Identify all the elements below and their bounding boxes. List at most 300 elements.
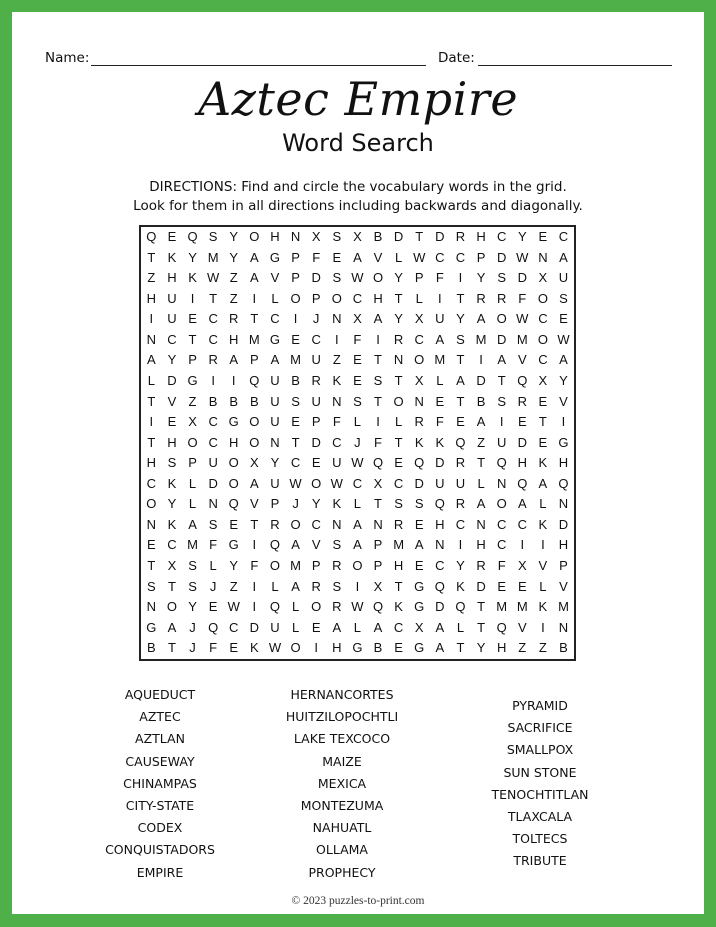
grid-letter[interactable]: T xyxy=(394,578,403,594)
grid-letter[interactable]: M xyxy=(187,537,198,553)
name-field-line[interactable] xyxy=(91,65,426,66)
grid-letter[interactable]: T xyxy=(456,640,465,656)
grid-letter[interactable]: J xyxy=(189,640,196,656)
grid-letter[interactable]: C xyxy=(332,434,342,450)
grid-letter[interactable]: T xyxy=(415,229,424,244)
grid-letter[interactable]: N xyxy=(558,619,569,635)
grid-letter[interactable]: Z xyxy=(229,290,238,306)
grid-letter[interactable]: F xyxy=(518,290,527,306)
grid-letter[interactable]: P xyxy=(291,270,300,286)
grid-letter[interactable]: E xyxy=(353,372,362,388)
grid-letter[interactable]: C xyxy=(393,619,404,635)
grid-letter[interactable]: G xyxy=(269,331,281,347)
grid-letter[interactable]: Q xyxy=(496,619,507,635)
grid-letter[interactable]: C xyxy=(208,434,218,450)
grid-letter[interactable]: A xyxy=(353,249,362,265)
grid-letter[interactable]: O xyxy=(414,352,425,368)
grid-letter[interactable]: H xyxy=(373,290,383,306)
grid-letter[interactable]: I xyxy=(541,619,545,635)
grid-letter[interactable]: A xyxy=(517,496,527,512)
grid-letter[interactable]: T xyxy=(538,414,547,430)
grid-letter[interactable]: K xyxy=(538,599,548,615)
grid-letter[interactable]: U xyxy=(435,311,445,327)
grid-letter[interactable]: S xyxy=(414,496,424,512)
grid-letter[interactable]: R xyxy=(393,516,404,532)
grid-letter[interactable]: O xyxy=(146,496,157,512)
grid-letter[interactable]: C xyxy=(435,249,445,265)
grid-letter[interactable]: H xyxy=(558,455,569,471)
grid-letter[interactable]: U xyxy=(208,455,218,471)
grid-letter[interactable]: Q xyxy=(414,455,425,471)
grid-letter[interactable]: P xyxy=(373,558,383,573)
grid-letter[interactable]: H xyxy=(229,331,239,347)
grid-letter[interactable]: D xyxy=(435,599,445,615)
grid-letter[interactable]: K xyxy=(167,475,177,491)
grid-letter[interactable]: N xyxy=(270,434,280,450)
grid-letter[interactable]: D xyxy=(496,249,507,265)
grid-letter[interactable]: R xyxy=(517,393,527,409)
grid-letter[interactable]: A xyxy=(476,414,486,430)
grid-letter[interactable]: I xyxy=(149,414,154,430)
grid-letter[interactable]: I xyxy=(520,537,525,553)
grid-letter[interactable]: C xyxy=(393,475,404,491)
grid-letter[interactable]: T xyxy=(477,619,486,635)
grid-letter[interactable]: C xyxy=(229,619,239,635)
grid-letter[interactable]: T xyxy=(167,578,176,594)
grid-letter[interactable]: A xyxy=(435,331,445,347)
grid-letter[interactable]: N xyxy=(373,516,383,532)
grid-letter[interactable]: L xyxy=(395,249,403,265)
grid-letter[interactable]: S xyxy=(188,558,197,573)
grid-letter[interactable]: I xyxy=(252,537,257,553)
grid-letter[interactable]: S xyxy=(332,229,342,244)
grid-letter[interactable]: V xyxy=(373,249,383,265)
grid-letter[interactable]: E xyxy=(311,455,321,471)
grid-letter[interactable]: S xyxy=(208,229,218,244)
grid-letter[interactable]: K xyxy=(394,599,403,615)
grid-letter[interactable]: B xyxy=(146,640,156,656)
grid-letter[interactable]: B xyxy=(229,393,239,409)
grid-letter[interactable]: P xyxy=(291,249,300,265)
grid-letter[interactable]: I xyxy=(149,311,154,327)
grid-letter[interactable]: L xyxy=(188,475,197,491)
grid-letter[interactable]: C xyxy=(455,249,466,265)
grid-letter[interactable]: C xyxy=(496,229,507,244)
grid-letter[interactable]: A xyxy=(435,640,445,656)
grid-letter[interactable]: X xyxy=(353,311,362,327)
grid-letter[interactable]: J xyxy=(354,434,361,450)
grid-letter[interactable]: H xyxy=(517,455,527,471)
grid-letter[interactable]: I xyxy=(293,311,298,327)
grid-letter[interactable]: L xyxy=(353,414,362,430)
grid-letter[interactable]: O xyxy=(166,599,177,615)
grid-letter[interactable]: A xyxy=(373,619,383,635)
grid-letter[interactable]: A xyxy=(353,537,362,553)
grid-letter[interactable]: N xyxy=(146,331,156,347)
grid-letter[interactable]: E xyxy=(146,537,156,553)
grid-letter[interactable]: T xyxy=(291,434,300,450)
grid-letter[interactable]: P xyxy=(188,352,197,368)
grid-letter[interactable]: Y xyxy=(394,311,403,327)
grid-letter[interactable]: K xyxy=(332,496,342,512)
grid-letter[interactable]: I xyxy=(355,578,360,594)
grid-letter[interactable]: D xyxy=(517,270,527,286)
grid-letter[interactable]: H xyxy=(476,537,486,553)
grid-letter[interactable]: L xyxy=(291,619,300,635)
grid-letter[interactable]: D xyxy=(311,434,321,450)
grid-letter[interactable]: S xyxy=(497,270,506,286)
grid-letter[interactable]: P xyxy=(373,537,383,553)
grid-letter[interactable]: B xyxy=(291,372,300,388)
grid-letter[interactable]: L xyxy=(477,475,485,491)
grid-letter[interactable]: Q xyxy=(269,537,281,553)
grid-letter[interactable]: Y xyxy=(229,229,239,244)
grid-letter[interactable]: N xyxy=(332,311,342,327)
grid-letter[interactable]: L xyxy=(271,290,279,306)
grid-letter[interactable]: T xyxy=(188,331,197,347)
grid-letter[interactable]: W xyxy=(289,475,302,491)
grid-letter[interactable]: U xyxy=(270,414,280,430)
grid-letter[interactable]: O xyxy=(290,290,301,306)
grid-letter[interactable]: K xyxy=(538,516,548,532)
grid-letter[interactable]: E xyxy=(538,434,548,450)
grid-letter[interactable]: L xyxy=(271,578,279,594)
grid-letter[interactable]: C xyxy=(435,558,445,573)
grid-letter[interactable]: E xyxy=(291,331,300,347)
grid-letter[interactable]: S xyxy=(188,578,197,594)
grid-letter[interactable]: H xyxy=(167,434,177,450)
grid-letter[interactable]: A xyxy=(559,249,568,265)
grid-letter[interactable]: H xyxy=(229,434,239,450)
grid-letter[interactable]: W xyxy=(351,455,364,471)
grid-letter[interactable]: E xyxy=(394,455,403,471)
grid-letter[interactable]: E xyxy=(394,640,403,656)
grid-letter[interactable]: P xyxy=(311,558,321,573)
grid-letter[interactable]: C xyxy=(558,229,569,244)
grid-letter[interactable]: M xyxy=(290,352,301,368)
grid-letter[interactable]: A xyxy=(456,372,465,388)
grid-letter[interactable]: Y xyxy=(559,372,568,388)
grid-letter[interactable]: Z xyxy=(147,270,156,286)
grid-letter[interactable]: Q xyxy=(249,372,260,388)
grid-letter[interactable]: C xyxy=(538,352,548,368)
grid-letter[interactable]: N xyxy=(496,475,507,491)
grid-letter[interactable]: G xyxy=(414,599,425,615)
grid-letter[interactable]: X xyxy=(250,455,259,471)
grid-letter[interactable]: C xyxy=(311,331,321,347)
grid-letter[interactable]: L xyxy=(209,558,217,573)
grid-letter[interactable]: I xyxy=(458,537,463,553)
grid-letter[interactable]: E xyxy=(311,619,321,635)
grid-letter[interactable]: K xyxy=(414,434,424,450)
grid-letter[interactable]: C xyxy=(496,537,507,553)
grid-letter[interactable]: U xyxy=(270,619,280,635)
grid-letter[interactable]: V xyxy=(559,393,568,409)
grid-letter[interactable]: K xyxy=(332,372,342,388)
grid-letter[interactable]: E xyxy=(188,311,197,327)
grid-letter[interactable]: C xyxy=(208,331,218,347)
grid-letter[interactable]: Q xyxy=(372,599,384,615)
grid-letter[interactable]: I xyxy=(314,640,318,656)
grid-letter[interactable]: F xyxy=(497,558,506,573)
grid-letter[interactable]: S xyxy=(456,331,465,347)
grid-letter[interactable]: H xyxy=(146,455,156,471)
grid-letter[interactable]: F xyxy=(312,249,321,265)
grid-letter[interactable]: I xyxy=(211,372,215,388)
grid-letter[interactable]: S xyxy=(332,578,342,594)
grid-letter[interactable]: R xyxy=(311,372,321,388)
grid-letter[interactable]: Q xyxy=(496,455,507,471)
grid-letter[interactable]: I xyxy=(252,578,257,594)
grid-letter[interactable]: Y xyxy=(167,496,177,512)
grid-letter[interactable]: E xyxy=(538,229,548,244)
grid-letter[interactable]: Y xyxy=(394,270,403,286)
grid-letter[interactable]: O xyxy=(352,558,363,573)
grid-letter[interactable]: A xyxy=(332,619,342,635)
grid-letter[interactable]: N xyxy=(476,516,486,532)
grid-letter[interactable]: N xyxy=(414,393,424,409)
grid-letter[interactable]: K xyxy=(167,249,177,265)
grid-letter[interactable]: P xyxy=(414,270,424,286)
grid-letter[interactable]: O xyxy=(228,475,239,491)
grid-letter[interactable]: C xyxy=(208,414,218,430)
grid-letter[interactable]: C xyxy=(352,475,363,491)
grid-letter[interactable]: D xyxy=(496,331,507,347)
grid-letter[interactable]: X xyxy=(373,578,383,594)
grid-letter[interactable]: X xyxy=(167,558,177,573)
grid-letter[interactable]: O xyxy=(228,455,239,471)
grid-letter[interactable]: A xyxy=(270,352,280,368)
grid-letter[interactable]: T xyxy=(250,516,259,532)
grid-letter[interactable]: E xyxy=(435,393,445,409)
grid-letter[interactable]: V xyxy=(250,496,259,512)
grid-letter[interactable]: C xyxy=(311,516,321,532)
grid-letter[interactable]: W xyxy=(227,599,240,615)
grid-letter[interactable]: U xyxy=(270,372,280,388)
grid-letter[interactable]: F xyxy=(374,434,382,450)
grid-letter[interactable]: A xyxy=(538,475,548,491)
grid-letter[interactable]: E xyxy=(208,599,218,615)
grid-letter[interactable]: Z xyxy=(477,434,486,450)
grid-letter[interactable]: D xyxy=(167,372,177,388)
grid-letter[interactable]: X xyxy=(414,311,424,327)
grid-letter[interactable]: Q xyxy=(517,372,528,388)
grid-letter[interactable]: E xyxy=(167,414,177,430)
grid-letter[interactable]: J xyxy=(292,496,299,512)
grid-letter[interactable]: T xyxy=(167,640,176,656)
grid-letter[interactable]: V xyxy=(167,393,177,409)
grid-letter[interactable]: T xyxy=(147,393,156,409)
grid-letter[interactable]: P xyxy=(311,290,321,306)
grid-letter[interactable]: D xyxy=(476,372,486,388)
grid-letter[interactable]: X xyxy=(353,229,362,244)
grid-letter[interactable]: Y xyxy=(188,249,197,265)
grid-letter[interactable]: G xyxy=(228,414,239,430)
grid-letter[interactable]: E xyxy=(456,414,465,430)
grid-letter[interactable]: D xyxy=(311,270,321,286)
grid-letter[interactable]: S xyxy=(208,516,218,532)
grid-letter[interactable]: B xyxy=(559,640,568,656)
grid-letter[interactable]: N xyxy=(393,352,404,368)
grid-letter[interactable]: C xyxy=(146,475,156,491)
grid-letter[interactable]: D xyxy=(558,516,569,532)
grid-letter[interactable]: U xyxy=(496,434,507,450)
grid-letter[interactable]: R xyxy=(229,311,239,327)
grid-letter[interactable]: D xyxy=(435,229,445,244)
grid-letter[interactable]: G xyxy=(187,372,198,388)
grid-letter[interactable]: Q xyxy=(269,599,281,615)
grid-letter[interactable]: L xyxy=(353,496,362,512)
grid-letter[interactable]: E xyxy=(167,229,177,244)
grid-letter[interactable]: D xyxy=(208,475,218,491)
grid-letter[interactable]: G xyxy=(558,434,569,450)
grid-letter[interactable]: W xyxy=(268,640,282,656)
grid-letter[interactable]: N xyxy=(146,599,156,615)
grid-letter[interactable]: A xyxy=(250,475,259,491)
grid-letter[interactable]: C xyxy=(414,331,424,347)
grid-letter[interactable]: Z xyxy=(518,640,527,656)
grid-letter[interactable]: P xyxy=(559,558,568,573)
grid-letter[interactable]: W xyxy=(557,331,570,347)
grid-letter[interactable]: V xyxy=(517,352,527,368)
grid-letter[interactable]: U xyxy=(270,475,280,491)
grid-letter[interactable]: L xyxy=(147,372,155,388)
grid-letter[interactable]: S xyxy=(353,393,362,409)
grid-letter[interactable]: S xyxy=(291,393,300,409)
grid-letter[interactable]: R xyxy=(332,558,342,573)
grid-letter[interactable]: A xyxy=(291,578,300,594)
grid-letter[interactable]: R xyxy=(414,414,424,430)
grid-letter[interactable]: Y xyxy=(270,455,280,471)
grid-letter[interactable]: C xyxy=(496,516,507,532)
grid-letter[interactable]: U xyxy=(311,393,321,409)
grid-letter[interactable]: M xyxy=(516,599,528,615)
grid-letter[interactable]: E xyxy=(229,516,239,532)
grid-letter[interactable]: V xyxy=(270,270,280,286)
grid-letter[interactable]: Y xyxy=(229,558,239,573)
grid-letter[interactable]: E xyxy=(229,640,239,656)
grid-letter[interactable]: V xyxy=(559,578,568,594)
grid-letter[interactable]: V xyxy=(517,619,527,635)
grid-letter[interactable]: N xyxy=(146,516,156,532)
grid-letter[interactable]: A xyxy=(188,516,197,532)
grid-letter[interactable]: D xyxy=(517,434,527,450)
grid-letter[interactable]: H xyxy=(146,290,156,306)
grid-letter[interactable]: R xyxy=(455,229,466,244)
grid-letter[interactable]: B xyxy=(373,229,383,244)
grid-letter[interactable]: C xyxy=(167,331,177,347)
grid-letter[interactable]: T xyxy=(147,434,156,450)
grid-letter[interactable]: S xyxy=(394,496,403,512)
grid-letter[interactable]: Y xyxy=(456,311,465,327)
grid-letter[interactable]: W xyxy=(516,311,529,327)
grid-letter[interactable]: I xyxy=(376,414,380,430)
grid-letter[interactable]: C xyxy=(455,516,466,532)
grid-letter[interactable]: O xyxy=(537,331,548,347)
grid-letter[interactable]: M xyxy=(475,331,487,347)
grid-letter[interactable]: W xyxy=(351,599,364,615)
grid-letter[interactable]: M xyxy=(516,331,528,347)
grid-letter[interactable]: H xyxy=(270,229,280,244)
grid-letter[interactable]: H xyxy=(558,537,569,553)
grid-letter[interactable]: T xyxy=(394,434,403,450)
grid-letter[interactable]: E xyxy=(332,249,342,265)
grid-letter[interactable]: E xyxy=(517,578,527,594)
grid-letter[interactable]: X xyxy=(538,372,548,388)
grid-letter[interactable]: J xyxy=(189,619,196,635)
grid-letter[interactable]: O xyxy=(249,434,260,450)
grid-letter[interactable]: K xyxy=(435,434,445,450)
grid-letter[interactable]: S xyxy=(167,455,177,471)
grid-letter[interactable]: T xyxy=(497,372,506,388)
grid-letter[interactable]: L xyxy=(291,599,300,615)
grid-letter[interactable]: N xyxy=(538,249,548,265)
grid-letter[interactable]: M xyxy=(434,352,446,368)
grid-letter[interactable]: O xyxy=(331,290,342,306)
grid-letter[interactable]: R xyxy=(311,578,321,594)
grid-letter[interactable]: O xyxy=(372,270,384,286)
grid-letter[interactable]: U xyxy=(311,352,321,368)
grid-letter[interactable]: O xyxy=(290,516,301,532)
grid-letter[interactable]: B xyxy=(250,393,259,409)
grid-letter[interactable]: C xyxy=(270,311,280,327)
grid-letter[interactable]: Y xyxy=(476,640,486,656)
grid-letter[interactable]: D xyxy=(435,455,445,471)
grid-letter[interactable]: X xyxy=(188,414,197,430)
grid-letter[interactable]: Y xyxy=(229,249,239,265)
grid-letter[interactable]: C xyxy=(167,537,177,553)
grid-letter[interactable]: M xyxy=(496,599,508,615)
grid-letter[interactable]: T xyxy=(147,558,156,573)
grid-letter[interactable]: C xyxy=(538,311,548,327)
grid-letter[interactable]: A xyxy=(353,516,362,532)
grid-letter[interactable]: G xyxy=(269,249,281,265)
grid-letter[interactable]: G xyxy=(228,537,239,553)
grid-letter[interactable]: R xyxy=(332,599,342,615)
grid-letter[interactable]: T xyxy=(456,290,465,306)
grid-letter[interactable]: C xyxy=(208,311,218,327)
grid-letter[interactable]: O xyxy=(496,496,507,512)
grid-letter[interactable]: N xyxy=(558,496,569,512)
grid-letter[interactable]: M xyxy=(207,249,219,265)
grid-letter[interactable]: I xyxy=(561,414,566,430)
grid-letter[interactable]: E xyxy=(353,352,362,368)
grid-letter[interactable]: D xyxy=(414,475,424,491)
grid-letter[interactable]: E xyxy=(497,578,506,594)
grid-letter[interactable]: Q xyxy=(146,229,157,244)
grid-letter[interactable]: A xyxy=(414,537,424,553)
grid-letter[interactable]: H xyxy=(476,229,486,244)
grid-letter[interactable]: I xyxy=(252,290,257,306)
grid-letter[interactable]: F xyxy=(435,414,444,430)
grid-letter[interactable]: L xyxy=(188,496,197,512)
grid-letter[interactable]: G xyxy=(352,640,363,656)
grid-letter[interactable]: K xyxy=(456,578,465,594)
grid-letter[interactable]: L xyxy=(456,619,465,635)
grid-letter[interactable]: T xyxy=(394,372,403,388)
grid-letter[interactable]: B xyxy=(476,393,486,409)
grid-letter[interactable]: Q xyxy=(372,455,384,471)
grid-letter[interactable]: T xyxy=(374,496,382,512)
grid-letter[interactable]: O xyxy=(393,393,404,409)
grid-letter[interactable]: S xyxy=(497,393,506,409)
grid-letter[interactable]: L xyxy=(353,619,362,635)
grid-letter[interactable]: T xyxy=(374,352,382,368)
grid-letter[interactable]: N xyxy=(290,229,301,244)
grid-letter[interactable]: Y xyxy=(456,558,465,573)
grid-letter[interactable]: C xyxy=(517,516,527,532)
grid-letter[interactable]: L xyxy=(539,496,547,512)
